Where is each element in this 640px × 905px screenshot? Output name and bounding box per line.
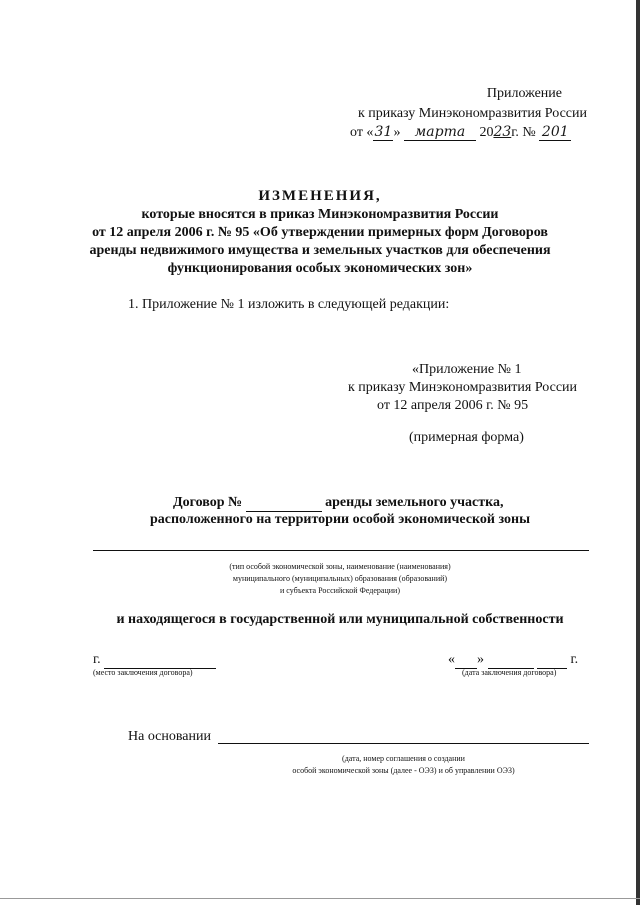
title-line3: аренды недвижимого имущества и земельных участков для обеспечения	[89, 243, 551, 258]
header-quote-close: »	[393, 125, 401, 140]
zone-hint-1: (тип особой экономической зоны, наименование (наименования)	[229, 562, 451, 571]
city-field	[93, 652, 216, 669]
date-quote-close: »	[477, 652, 484, 667]
header-month: марта	[404, 124, 476, 141]
header-number: 201	[539, 124, 571, 141]
contract-number-blank	[246, 495, 322, 512]
city-blank	[104, 652, 216, 669]
date-month-blank	[488, 652, 534, 669]
contract-number-label: Договор №	[173, 495, 243, 510]
basis-blank-line	[218, 743, 589, 744]
contract-title-line1	[173, 495, 503, 512]
header-from: от «	[350, 125, 374, 140]
date-year-suffix: г.	[570, 652, 579, 667]
zone-hint-3: и субъекта Российской Федерации)	[280, 586, 400, 595]
contract-title-rest: аренды земельного участка,	[325, 495, 504, 510]
title-line2: от 12 апреля 2006 г. № 95 «Об утверждении примерных форм Договоров	[92, 225, 548, 240]
basis-label: На основании	[128, 729, 211, 744]
basis-hint-1: (дата, номер соглашения о создании	[342, 754, 465, 763]
title-line1: которые вносятся в приказ Минэкономразвития России	[141, 207, 499, 222]
date-day-blank	[455, 652, 477, 669]
item-1: 1. Приложение № 1 изложить в следующей редакции:	[128, 297, 450, 312]
date-field	[448, 652, 578, 669]
zone-hint-2: муниципального (муниципальных) образования (образований)	[232, 574, 448, 583]
appendix-line2: к приказу Минэкономразвития России	[348, 380, 578, 395]
scan-edge-bottom	[0, 898, 640, 899]
form-note: (примерная форма)	[409, 430, 524, 445]
appendix-line3: от 12 апреля 2006 г. № 95	[377, 398, 529, 413]
scan-edge	[636, 0, 640, 905]
title-line4: функционирования особых экономических зон»	[167, 261, 473, 276]
header-line1: Приложение	[486, 86, 562, 101]
date-year-blank	[537, 652, 567, 669]
header-date-line	[350, 124, 571, 141]
date-quote-open: «	[448, 652, 455, 667]
header-day: 31	[374, 124, 393, 140]
date-hint: (дата заключения договора)	[462, 668, 557, 677]
basis-hint-2: особой экономической зоны (далее - ОЭЗ) и об управлении ОЭЗ)	[292, 766, 515, 775]
place-hint: (место заключения договора)	[93, 668, 193, 677]
ownership-line: и находящегося в государственной или муниципальной собственности	[116, 612, 564, 627]
contract-title-line2: расположенного на территории особой экономической зоны	[149, 512, 531, 527]
zone-blank-line	[93, 550, 589, 551]
appendix-line1: «Приложение № 1	[412, 362, 522, 377]
header-year-suffix: 23	[493, 124, 512, 140]
city-prefix: г.	[93, 652, 101, 667]
header-year-end: г. №	[511, 125, 536, 140]
title-heading: ИЗМЕНЕНИЯ,	[258, 188, 382, 204]
header-year-prefix: 20	[479, 125, 494, 140]
header-line2: к приказу Минэкономразвития России	[357, 106, 587, 121]
